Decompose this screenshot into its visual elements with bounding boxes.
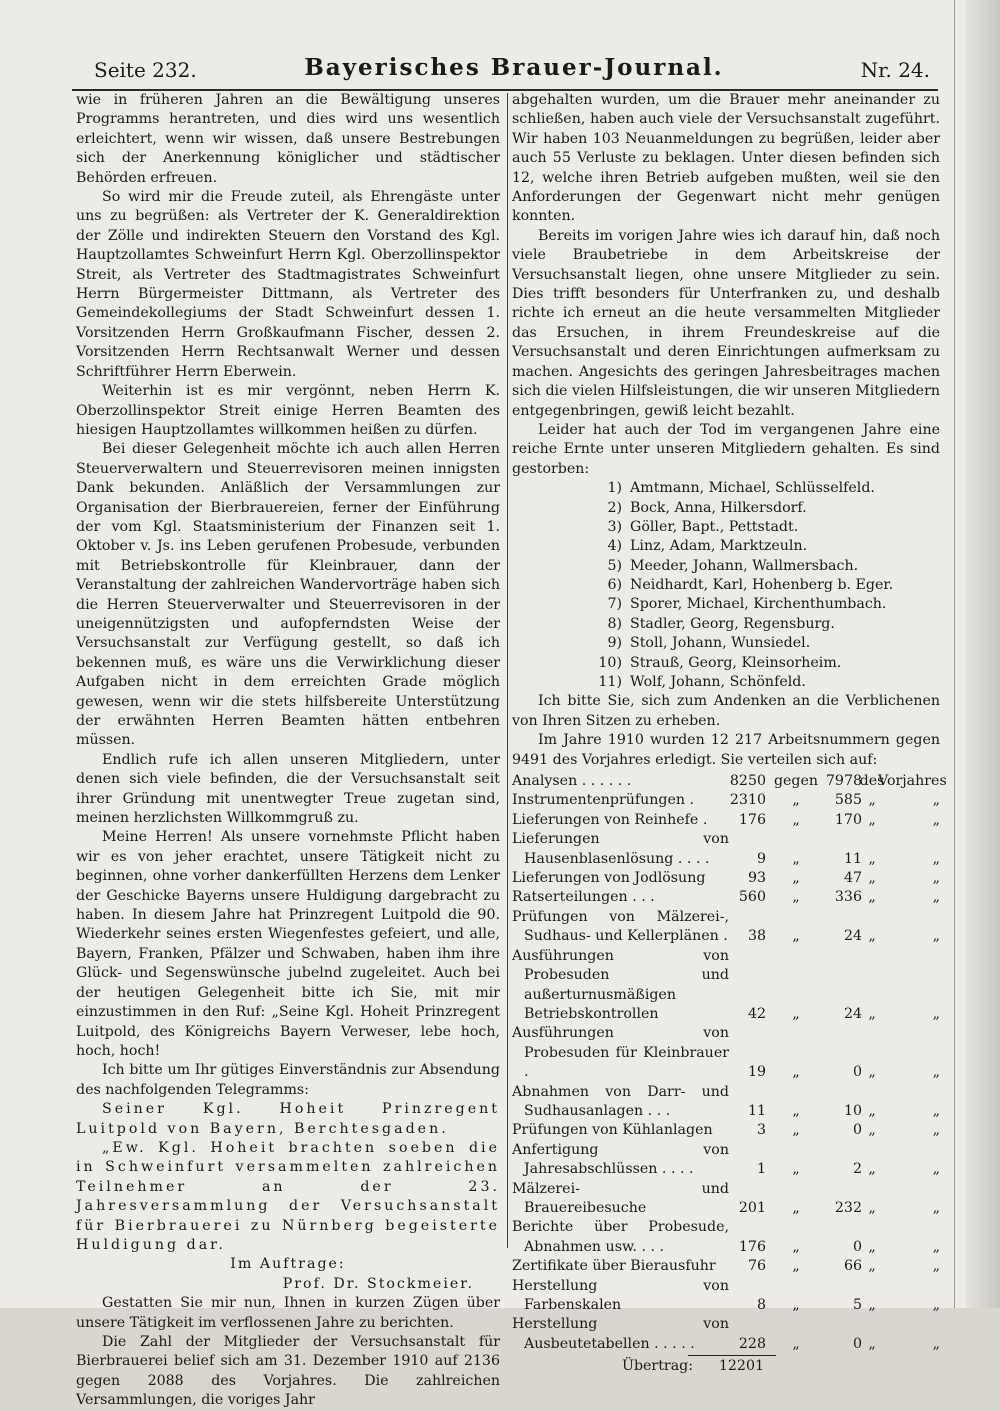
paragraph: Gestatten Sie mir nun, Ihnen in kurzen Zügen über unsere Tätigkeit im verflossenen Jahre zu berichten.	[76, 1295, 500, 1331]
list-item: 9) Stoll, Johann, Wunsiedel.	[607, 635, 811, 652]
table-row: Ratserteilungen . . . 560 „ 336 „ „	[512, 889, 940, 906]
table-row: Prüfungen von Mälzerei-, Sudhaus- und Kellerplänen . 38 „ 24 „ „	[512, 908, 940, 945]
table-row: Lieferungen von Jodlösung 93 „ 47 „ „	[512, 870, 940, 887]
list-item: 4) Linz, Adam, Marktzeuln.	[607, 538, 808, 555]
paragraph: Ich bitte um Ihr gütiges Einverständnis zur Absendung des nachfolgenden Telegramms:	[76, 1062, 500, 1098]
list-item: 6) Neidhardt, Karl, Hohenberg b. Eger.	[607, 577, 894, 594]
list-item: 3) Göller, Bapt., Pettstadt.	[607, 518, 799, 535]
table-row: Analysen . . . . . . 8250 gegen 7978 des Vorjahres	[512, 773, 947, 790]
list-item: 5) Meeder, Johann, Wallmersbach.	[607, 557, 859, 574]
table-row: Lieferungen von Hausenblasenlösung . . . . 9 „ 11 „ „	[512, 831, 940, 867]
table-row: Berichte über Probesude, Abnahmen usw. . . . 176 „ 0 „ „	[512, 1219, 940, 1255]
table-row: Herstellung von Farbenskalen 8 „ 5 „ „	[512, 1277, 940, 1314]
paragraph: Weiterhin ist es mir vergönnt, neben Herrn K. Oberzollinspektor Streit einige Herren Beamten des hiesigen Hauptzollamtes willkommen heißen zu dürfen.	[76, 383, 500, 438]
statistics-table	[512, 772, 947, 1377]
list-item: 8) Stadler, Georg, Regensburg.	[607, 615, 835, 632]
page-number: Seite 232.	[94, 58, 197, 82]
table-row: Prüfungen von Kühlanlagen 3 „ 0 „ „	[512, 1122, 940, 1139]
right-column	[512, 91, 947, 1377]
list-item: 2) Bock, Anna, Hilkersdorf.	[607, 499, 807, 516]
paragraph: Ich bitte Sie, sich zum Andenken an die Verblichenen von Ihren Sitzen zu erheben.	[512, 693, 940, 729]
left-column	[76, 91, 500, 1411]
paragraph: Endlich rufe ich allen unseren Mitgliedern, unter denen sich viele befinden, die der Versuchsanstalt seit ihrer Gründung mit unentwegter Treue zugetan sind, meinen herzlichsten Willkommgruß zu.	[76, 751, 500, 827]
table-row: Mälzerei- und Brauereibesuche 201 „ 232 „ „	[512, 1180, 940, 1216]
page-edge-line	[954, 0, 955, 1308]
signature-line: Im Auftrage:	[230, 1256, 346, 1273]
journal-title: Bayerisches Brauer-Journal.	[304, 54, 724, 81]
carry-over-value: 12201	[718, 1358, 764, 1375]
list-item: 1) Amtmann, Michael, Schlüsselfeld.	[607, 480, 875, 497]
page-header	[94, 54, 934, 88]
signature-name: Prof. Dr. Stockmeier.	[282, 1275, 474, 1292]
table-row: Zertifikate über Bierausfuhr 76 „ 66 „ „	[512, 1258, 940, 1275]
paragraph: Bereits im vorigen Jahre wies ich darauf hin, daß noch viele Braubetriebe in dem Arbeitskreise der Versuchsanstalt liegen, ohne unsere Mitglieder zu sein. Dies trifft besonders für Unterfranken zu, und deshalb richte ich erneut an die heute versammelten Mitglieder das Ersuchen, in ihrem Freundeskreise auf die Versuchsanstalt und deren Einrichtungen aufmerksam zu machen. Angesichts des geringen Jahresbeitrages machen sich die vielen Hilfsleistungen, die wir unseren Mitgliedern entgegenbringen, gewiß leicht bezahlt.	[512, 227, 940, 419]
table-row: Lieferungen von Reinhefe . 176 „ 170 „ „	[512, 811, 940, 828]
paragraph: Leider hat auch der Tod im vergangenen Jahre eine reiche Ernte unter unseren Mitgliedern gehalten. Es sind gestorben:	[512, 421, 940, 477]
carry-over-row	[512, 1357, 940, 1377]
table-row: Abnahmen von Darr- und Sudhausanlagen . . . 11 „ 10 „ „	[512, 1083, 940, 1119]
telegram-text: „Ew. Kgl. Hoheit brachten soeben die in Schweinfurt versammelten zahlreichen Teilnehmer an der 23. Jahresversammlung der Versuchsanstalt für Bierbrauerei zu Nürnberg begeisterte Huldigung dar.	[76, 1139, 500, 1253]
paragraph: Im Jahre 1910 wurden 12 217 Arbeitsnummern gegen 9491 des Vorjahres erledigt. Sie verteilen sich auf:	[512, 732, 940, 768]
paragraph: Die Zahl der Mitglieder der Versuchsanstalt für Bierbrauerei belief sich am 31. Dezember 1910 auf 2136 gegen 2088 des Vorjahres. Die zahlreichen Versammlungen, die voriges Jahr	[76, 1334, 500, 1409]
deceased-list	[512, 479, 940, 692]
issue-number: Nr. 24.	[860, 58, 930, 82]
table-row: Anfertigung von Jahresabschlüssen . . . . 1 „ 2 „ „	[512, 1141, 940, 1178]
page-edge	[966, 0, 1000, 1308]
list-item: 7) Sporer, Michael, Kirchenthumbach.	[607, 596, 887, 613]
list-item: 11) Wolf, Johann, Schönfeld.	[598, 674, 806, 691]
sum-rule	[688, 1355, 776, 1356]
paragraph: So wird mir die Freude zuteil, als Ehrengäste unter uns zu begrüßen: als Vertreter der K. Generaldirektion der Zölle und indirekten Steuern den Vorstand des Kgl. Hauptzollamtes Schweinfurt Herrn Kgl. Oberzollinspektor Streit, als Vertreter des Stadtmagistrates Schweinfurt Herrn Bürgermeister Dittmann, als Vertreter des Gemeindekollegiums der Stadt Schweinfurt dessen 1. Vorsitzenden Herrn Großkaufmann Fischer, dessen 2. Vorsitzenden Herrn Rechtsanwalt Werner und dessen Schriftführer Herrn Eberwein.	[76, 189, 500, 380]
list-item: 10) Strauß, Georg, Kleinsorheim.	[598, 654, 842, 671]
paragraph: Bei dieser Gelegenheit möchte ich auch allen Herren Steuerverwaltern und Steuerrevisoren meinen innigsten Dank bekunden. Anläßlich der Versammlungen zur Organisation der Bierbrauereien, ferner der Einführung der vom Kgl. Staatsministerium der Finanzen seit 1. Oktober v. Js. ins Leben gerufenen Probesude, verbunden mit Betriebskontrolle für Kleinbrauer, dann der Veranstaltung der zahlreichen Wandervorträge haben sich die Herren Steuerverwalter und Steuerrevisoren in der uneigennützigsten und aufopferndsten Weise der Versuchsanstalt zur Verfügung gestellt, so daß ich bekennen muß, es wäre uns die Verwirklichung dieser Aufgaben nicht in dem erreichten Grade möglich gewesen, wenn wir die stets hilfsbereite Unterstützung der erwähnten Herren Beamten hätten entbehren müssen.	[76, 441, 500, 749]
telegram-address: Seiner Kgl. Hoheit Prinzregent Luitpold von Bayern, Berchtesgaden.	[76, 1101, 500, 1137]
table-row: Ausführungen von Probesuden und außerturnusmäßigen Betriebskontrollen 42 „ 24 „ „	[512, 947, 940, 1022]
table-row: Herstellung von Ausbeutetabellen . . . . . 228 „ 0 „ „	[512, 1316, 940, 1352]
table-row: Ausführungen von Probesuden für Kleinbrauer . 19 „ 0 „ „	[512, 1025, 940, 1081]
paragraph: abgehalten wurden, um die Brauer mehr aneinander zu schließen, haben auch viele der Versuchsanstalt zugeführt. Wir haben 103 Neuanmeldungen zu begrüßen, leider aber auch 55 Verluste zu beklagen. Unter diesen befinden sich 12, welche ihren Betrieb aufgeben mußten, weil sie den Anforderungen der Gegenwart nicht mehr genügen konnten.	[512, 92, 940, 225]
column-divider	[507, 93, 508, 1248]
table-row: Instrumentenprüfungen . 2310 „ 585 „ „	[512, 792, 940, 809]
carry-over-label: Übertrag:	[622, 1358, 694, 1375]
paragraph: wie in früheren Jahren an die Bewältigung unseres Programms herantreten, und dies wird uns wesentlich erleichtert, wenn wir wissen, daß unsere Bestrebungen sich der Anerkennung königlicher und städtischer Behörden erfreuen.	[76, 92, 500, 186]
paragraph: Meine Herren! Als unsere vornehmste Pflicht haben wir es von jeher erachtet, unsere Tätigkeit nicht zu beginnen, ohne vorher dankerfüllten Herzens dem Lenker der Geschicke Bayerns unsere Huldigung dargebracht zu haben. In diesem Jahre hat Prinzregent Luitpold die 90. Wiederkehr seines ersten Wiegenfestes gefeiert, und alle, Bayern, Franken, Pfälzer und Schwaben, haben ihm ihre Glück- und Segenswünsche jubelnd zugeleitet. Auch bei der heutigen Gelegenheit bitte ich Sie, mit mir einzustimmen in den Ruf: „Seine Kgl. Hoheit Prinzregent Luitpold, des Königreichs Bayern Verweser, lebe hoch, hoch, hoch!	[76, 829, 500, 1059]
